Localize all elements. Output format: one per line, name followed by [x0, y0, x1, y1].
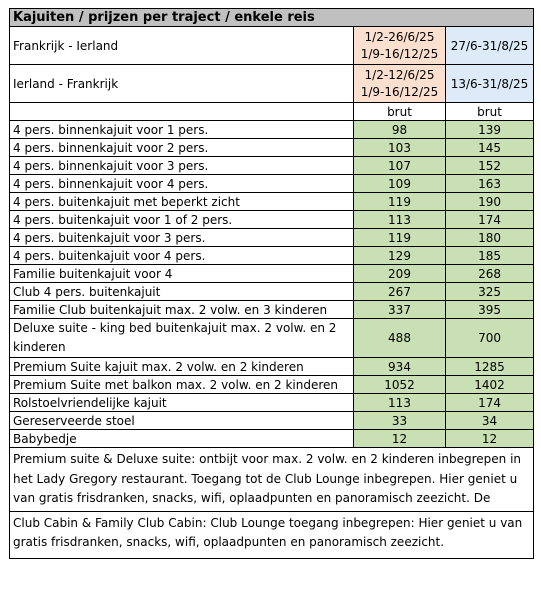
table-row	[10, 157, 534, 175]
price-period2: 190	[446, 193, 534, 211]
price-period1: 934	[354, 358, 446, 376]
table-row	[10, 121, 534, 139]
period-line: 1/2-26/6/25	[364, 29, 435, 44]
price-period2: 325	[446, 283, 534, 301]
price-period1: 12	[354, 430, 446, 448]
table-row	[10, 430, 534, 448]
price-period1: 209	[354, 265, 446, 283]
brut-label: brut	[446, 103, 534, 121]
table-row	[10, 301, 534, 319]
route-name: Frankrijk - Ierland	[10, 27, 354, 65]
cabin-label: 4 pers. binnenkajuit voor 3 pers.	[10, 157, 354, 175]
price-period2: 700	[446, 319, 534, 358]
price-period2: 139	[446, 121, 534, 139]
price-period2: 174	[446, 394, 534, 412]
route-row	[10, 65, 534, 103]
table-row	[10, 376, 534, 394]
price-period1: 119	[354, 193, 446, 211]
note-text: Premium suite & Deluxe suite: ontbijt voor max. 2 volw. en 2 kinderen inbegrepen in het Lady Gregory restaurant. Toegang tot de Club Lounge inbegrepen. Hier geniet u van gratis frisdranken, snacks, wifi, oplaadpunten en panoramisch zeezicht. De	[10, 448, 534, 512]
cabin-label: 4 pers. buitenkajuit met beperkt zicht	[10, 193, 354, 211]
price-period1: 33	[354, 412, 446, 430]
note-row	[10, 448, 534, 512]
price-period1: 107	[354, 157, 446, 175]
cabin-label: Club 4 pers. buitenkajuit	[10, 283, 354, 301]
cabin-label: 4 pers. binnenkajuit voor 4 pers.	[10, 175, 354, 193]
cabin-label: Babybedje	[10, 430, 354, 448]
price-period1: 113	[354, 394, 446, 412]
price-period2: 12	[446, 430, 534, 448]
table-row	[10, 319, 534, 358]
price-period1: 109	[354, 175, 446, 193]
cabin-label: Premium Suite met balkon max. 2 volw. en 2 kinderen	[10, 376, 354, 394]
price-period1: 129	[354, 247, 446, 265]
price-period1: 98	[354, 121, 446, 139]
route-row	[10, 27, 534, 65]
note-text: Club Cabin & Family Club Cabin: Club Lounge toegang inbegrepen: Hier geniet u van gratis frisdranken, snacks, wifi, oplaadpunten en panoramisch zeezicht.	[10, 511, 534, 558]
price-period2: 174	[446, 211, 534, 229]
table-row	[10, 229, 534, 247]
price-period2: 180	[446, 229, 534, 247]
price-period2: 145	[446, 139, 534, 157]
route-name: Ierland - Frankrijk	[10, 65, 354, 103]
price-period2: 268	[446, 265, 534, 283]
price-period2: 1402	[446, 376, 534, 394]
cabin-label: Familie Club buitenkajuit max. 2 volw. en 3 kinderen	[10, 301, 354, 319]
price-period2: 395	[446, 301, 534, 319]
table-row	[10, 211, 534, 229]
route-period1	[354, 27, 446, 65]
price-period1: 119	[354, 229, 446, 247]
price-period1: 113	[354, 211, 446, 229]
table-row	[10, 175, 534, 193]
route-period1	[354, 65, 446, 103]
table-row	[10, 139, 534, 157]
cabin-label: Rolstoelvriendelijke kajuit	[10, 394, 354, 412]
period-line: 1/9-16/12/25	[360, 84, 439, 99]
period-line: 1/2-12/6/25	[364, 67, 435, 82]
title-row	[10, 9, 534, 27]
table-row	[10, 358, 534, 376]
route-period2: 13/6-31/8/25	[446, 65, 534, 103]
cabin-label: 4 pers. buitenkajuit voor 4 pers.	[10, 247, 354, 265]
cabin-label: Premium Suite kajuit max. 2 volw. en 2 kinderen	[10, 358, 354, 376]
brut-header-row	[10, 103, 534, 121]
price-period2: 1285	[446, 358, 534, 376]
table-row	[10, 247, 534, 265]
table-title: Kajuiten / prijzen per traject / enkele reis	[10, 9, 534, 27]
price-period2: 152	[446, 157, 534, 175]
price-period1: 103	[354, 139, 446, 157]
price-period1: 1052	[354, 376, 446, 394]
cabin-label: 4 pers. buitenkajuit voor 1 of 2 pers.	[10, 211, 354, 229]
route-period2: 27/6-31/8/25	[446, 27, 534, 65]
period-line: 1/9-16/12/25	[360, 46, 439, 61]
brut-label: brut	[354, 103, 446, 121]
price-period2: 163	[446, 175, 534, 193]
cabin-label: Deluxe suite - king bed buitenkajuit max. 2 volw. en 2 kinderen	[10, 319, 354, 358]
table-row	[10, 193, 534, 211]
cabin-label: Gereserveerde stoel	[10, 412, 354, 430]
cabin-label: Familie buitenkajuit voor 4	[10, 265, 354, 283]
price-period2: 185	[446, 247, 534, 265]
note-row	[10, 511, 534, 558]
price-period1: 337	[354, 301, 446, 319]
table-row	[10, 265, 534, 283]
price-period1: 488	[354, 319, 446, 358]
table-row	[10, 283, 534, 301]
price-period2: 34	[446, 412, 534, 430]
cabin-label: 4 pers. binnenkajuit voor 2 pers.	[10, 139, 354, 157]
price-period1: 267	[354, 283, 446, 301]
price-table	[9, 8, 534, 559]
empty-cell	[10, 103, 354, 121]
table-row	[10, 412, 534, 430]
cabin-label: 4 pers. buitenkajuit voor 3 pers.	[10, 229, 354, 247]
cabin-label: 4 pers. binnenkajuit voor 1 pers.	[10, 121, 354, 139]
table-row	[10, 394, 534, 412]
